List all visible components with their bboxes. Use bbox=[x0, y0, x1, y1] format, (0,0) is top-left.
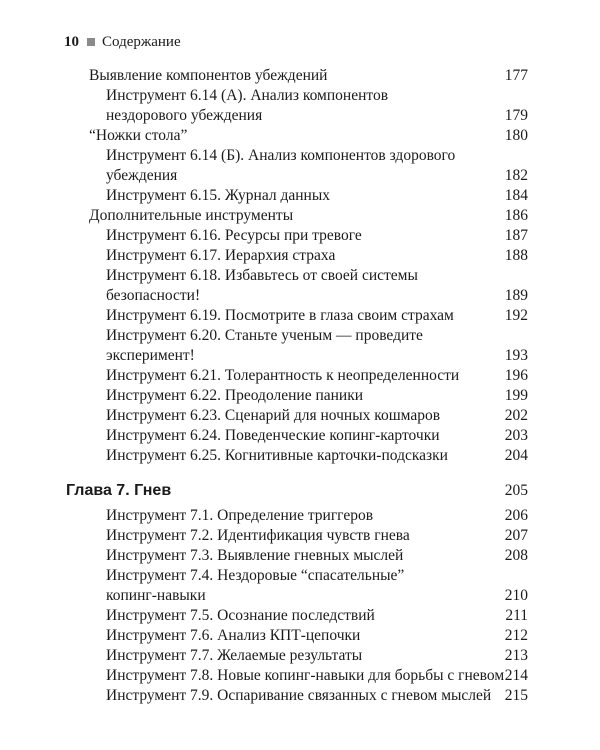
toc-entry-text-continued: эксперимент! bbox=[106, 347, 195, 364]
toc-page-number: 207 bbox=[504, 527, 528, 544]
toc-entry bbox=[106, 86, 388, 126]
toc-entry bbox=[106, 566, 404, 606]
toc-entry-text: Инструмент 6.16. Ресурсы при тревоге bbox=[106, 227, 362, 244]
toc-page-number: 208 bbox=[504, 547, 528, 564]
toc-entry-text-continued: убеждения bbox=[106, 167, 178, 184]
toc-entry-text: Инструмент 6.17. Иерархия страха bbox=[106, 247, 336, 264]
toc-entry-text: Инструмент 6.14 (А). Анализ компонентов bbox=[106, 87, 389, 104]
toc-page-number: 202 bbox=[504, 407, 528, 424]
toc-entry-text: Инструмент 6.18. Избавьтесь от своей системы bbox=[106, 267, 418, 284]
toc-entry-text-continued: нездорового убеждения bbox=[106, 107, 263, 124]
toc-entry-text: Инструмент 7.1. Определение триггеров bbox=[106, 507, 374, 524]
toc-entry-text: Инструмент 7.3. Выявление гневных мыслей bbox=[106, 547, 404, 564]
toc-page-number: 215 bbox=[504, 687, 528, 704]
toc-entry-text-continued: безопасности! bbox=[106, 287, 201, 304]
toc-page-number: 199 bbox=[504, 387, 528, 404]
toc-entry bbox=[106, 246, 335, 266]
toc-page-number: 205 bbox=[504, 482, 528, 499]
chapter-title: Глава 7. Гнев bbox=[66, 482, 172, 499]
toc-page-number: 189 bbox=[504, 287, 528, 304]
toc-entry-text-continued: копинг-навыки bbox=[106, 587, 206, 604]
toc-entry bbox=[106, 406, 440, 426]
toc-entry bbox=[89, 206, 293, 226]
toc-page-number: 212 bbox=[504, 627, 528, 644]
toc-page-number: 186 bbox=[504, 207, 528, 224]
toc-page-number: 192 bbox=[504, 307, 528, 324]
toc-page-number: 180 bbox=[504, 127, 528, 144]
toc-page-number: 210 bbox=[504, 587, 528, 604]
toc-entry bbox=[106, 426, 440, 446]
header-title: Содержание bbox=[102, 34, 181, 50]
toc-entry bbox=[106, 266, 418, 306]
toc-entry-text: Инструмент 7.6. Анализ КПТ-цепочки bbox=[106, 627, 361, 644]
toc-entry-text: Инструмент 7.2. Идентификация чувств гнева bbox=[106, 527, 410, 544]
toc-page-number: 193 bbox=[504, 347, 528, 364]
toc-entry-text: Инструмент 6.22. Преодоление паники bbox=[106, 387, 364, 404]
toc-page-number: 182 bbox=[504, 167, 528, 184]
header-page-number: 10 bbox=[64, 34, 79, 50]
toc-entry bbox=[106, 326, 423, 366]
toc-entry bbox=[106, 646, 362, 666]
toc-entry-text: Инструмент 7.4. Нездоровые “спасательные” bbox=[106, 567, 405, 584]
toc-entry-text: Инструмент 6.23. Сценарий для ночных кошмаров bbox=[106, 407, 441, 424]
toc-entry-text: Инструмент 7.9. Оспаривание связанных с гневом мыслей bbox=[106, 687, 492, 704]
toc-entry bbox=[106, 146, 455, 186]
toc-entry-text: Инструмент 6.14 (Б). Анализ компонентов здорового bbox=[106, 147, 456, 164]
toc-page-number: 204 bbox=[504, 447, 528, 464]
toc-entry-text: Инструмент 6.21. Толерантность к неопределенности bbox=[106, 367, 460, 384]
toc-entry-text: Дополнительные инструменты bbox=[89, 207, 294, 224]
toc-entry bbox=[106, 526, 410, 546]
toc-entry bbox=[106, 506, 373, 526]
toc-page-number: 203 bbox=[504, 427, 528, 444]
chapter-heading bbox=[66, 481, 171, 501]
toc-entry bbox=[106, 186, 330, 206]
toc-entry bbox=[106, 386, 363, 406]
toc-entry-text: Инструмент 6.19. Посмотрите в глаза своим страхам bbox=[106, 307, 454, 324]
toc-entry bbox=[106, 666, 504, 686]
toc-entry-text: Инструмент 7.8. Новые копинг-навыки для борьбы с гневом bbox=[106, 667, 505, 684]
toc-entry-text: Инструмент 6.20. Станьте ученым — проведите bbox=[106, 327, 423, 344]
toc-entry bbox=[106, 446, 448, 466]
toc-entry-text: Выявление компонентов убеждений bbox=[89, 67, 328, 84]
toc-entry bbox=[106, 606, 375, 626]
toc-entry bbox=[89, 66, 327, 86]
toc-page-number: 214 bbox=[504, 667, 528, 684]
toc-entry bbox=[106, 226, 362, 246]
toc-page-number: 187 bbox=[504, 227, 528, 244]
toc-entry bbox=[106, 306, 454, 326]
toc-page-number: 196 bbox=[504, 367, 528, 384]
toc-page-number: 177 bbox=[504, 67, 528, 84]
toc-page-number: 206 bbox=[504, 507, 528, 524]
toc-page-number: 179 bbox=[504, 107, 528, 124]
toc-page-number: 211 bbox=[505, 607, 528, 624]
toc-entry bbox=[106, 546, 403, 566]
toc-entry-text: Инструмент 6.25. Когнитивные карточки-подсказки bbox=[106, 447, 448, 464]
toc-entry bbox=[106, 626, 360, 646]
toc-entry-text: Инструмент 7.5. Осознание последствий bbox=[106, 607, 375, 624]
toc-entry-text: Инструмент 6.15. Журнал данных bbox=[106, 187, 331, 204]
toc-page-number: 184 bbox=[504, 187, 528, 204]
toc-page-number: 188 bbox=[504, 247, 528, 264]
toc-page-number: 213 bbox=[504, 647, 528, 664]
toc-entry bbox=[106, 686, 491, 706]
toc-entry-text: Инструмент 6.24. Поведенческие копинг-карточки bbox=[106, 427, 440, 444]
toc-entry bbox=[89, 126, 187, 146]
toc-entry bbox=[106, 366, 459, 386]
toc-entry-text: Инструмент 7.7. Желаемые результаты bbox=[106, 647, 363, 664]
toc-entry-text: “Ножки стола” bbox=[89, 127, 188, 144]
